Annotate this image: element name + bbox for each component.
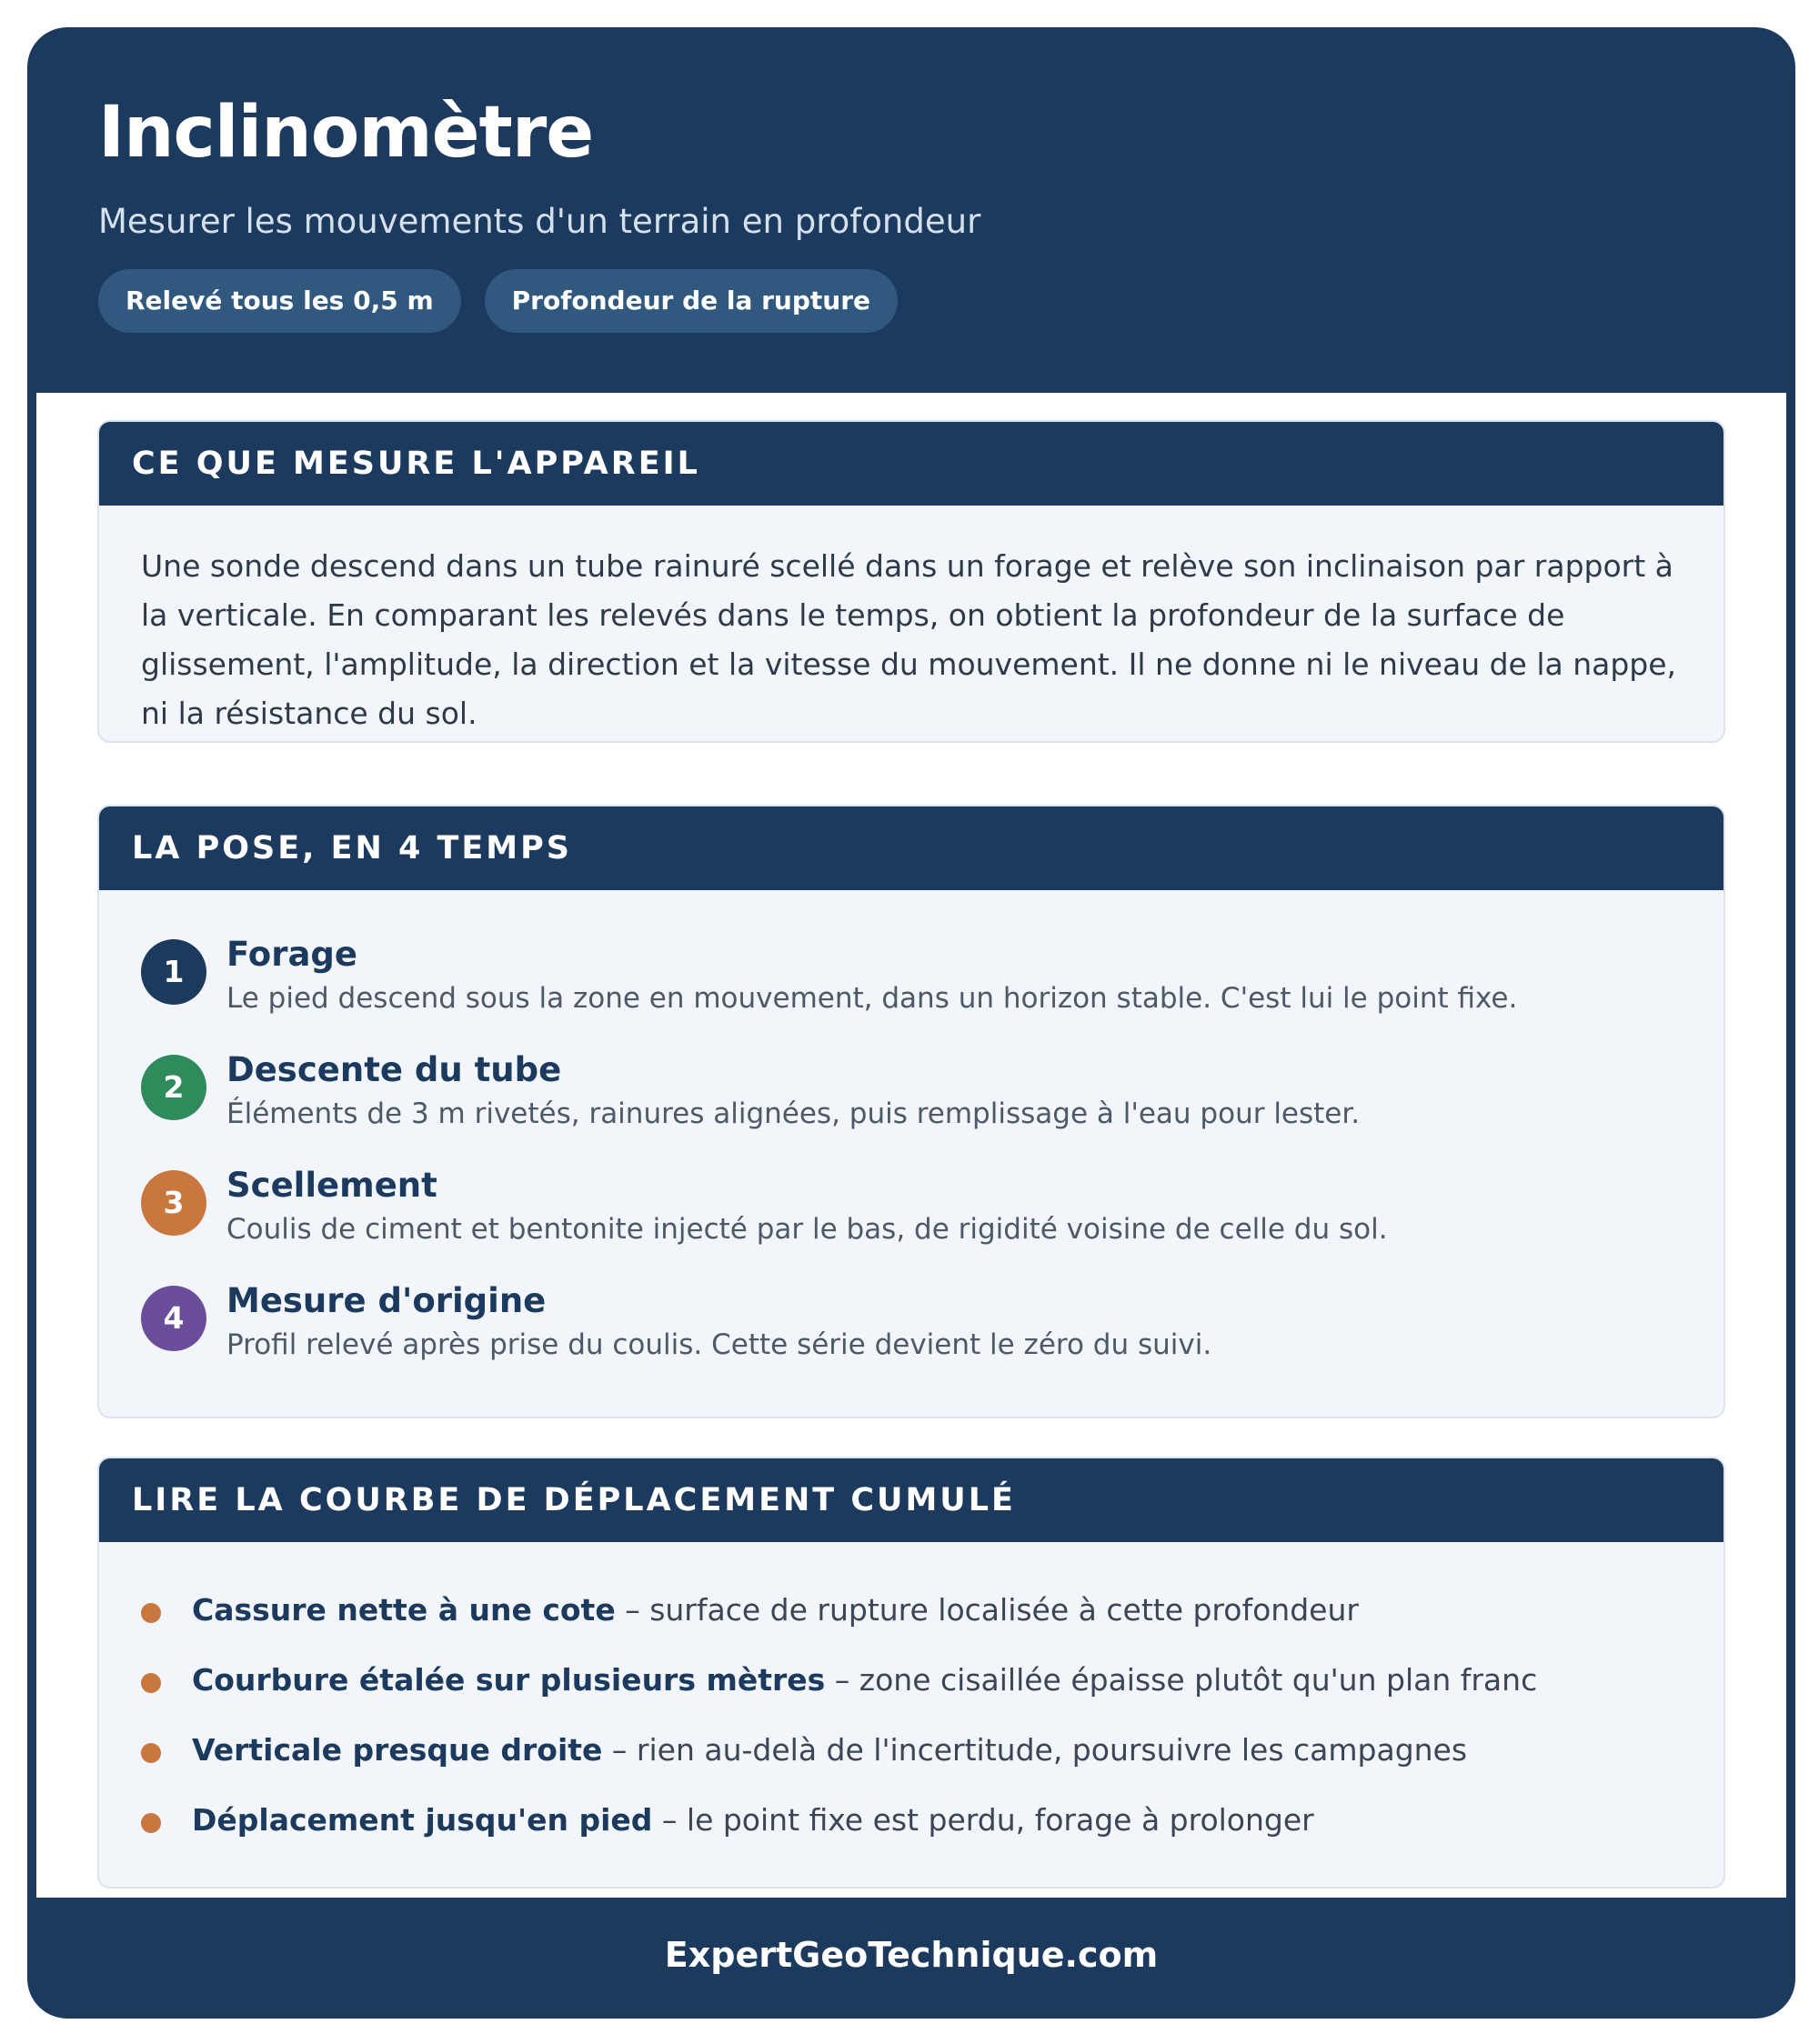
tag-measure-interval: Relevé tous les 0,5 m — [98, 269, 461, 333]
page-title: Inclinomètre — [98, 92, 594, 174]
list-item — [141, 1588, 1682, 1658]
section-steps-body — [99, 890, 1724, 1418]
section-curve-heading: LIRE LA COURBE DE DÉPLACEMENT CUMULÉ — [99, 1458, 1724, 1542]
main-content — [36, 393, 1786, 1898]
step-number-badge: 1 — [141, 939, 206, 1005]
section-measure-heading: CE QUE MESURE L'APPAREIL — [99, 422, 1724, 506]
step-title: Descente du tube — [226, 1050, 562, 1089]
step-list — [141, 927, 1682, 1396]
list-item — [141, 1658, 1682, 1728]
bullet-text: – le point fixe est perdu, forage à prolonger — [652, 1802, 1314, 1838]
bullet-dot-icon — [141, 1743, 161, 1763]
bullet-text: – surface de rupture localisée à cette profondeur — [615, 1592, 1359, 1628]
bullet-dot-icon — [141, 1603, 161, 1623]
section-curve-body — [99, 1542, 1724, 1889]
tag-list — [98, 269, 1724, 333]
step-item — [141, 934, 1682, 1049]
bullet-text: – rien au-delà de l'incertitude, poursuivre les campagnes — [602, 1732, 1468, 1768]
curve-reading-list — [141, 1578, 1682, 1868]
section-steps-heading: LA POSE, EN 4 TEMPS — [99, 807, 1724, 890]
bullet-key: Cassure nette à une cote — [192, 1592, 616, 1628]
measure-description: Une sonde descend dans un tube rainuré scellé dans un forage et relève son inclinaison par rapport à la verticale. En comparant les relevés dans le temps, on obtient la profondeur de la surface de glissement, l'amplitude, la direction et la vitesse du mouvement. Il ne donne ni le niveau de la nappe, ni la résistance du sol. — [141, 548, 1677, 731]
bullet-key: Verticale presque droite — [192, 1732, 603, 1768]
bullet-key: Déplacement jusqu'en pied — [192, 1802, 653, 1838]
bullet-dot-icon — [141, 1673, 161, 1693]
infographic-card — [27, 27, 1795, 2019]
section-steps — [97, 805, 1725, 1418]
step-item — [141, 1165, 1682, 1280]
step-title: Mesure d'origine — [226, 1281, 547, 1320]
footer — [27, 1898, 1795, 2019]
page-subtitle: Mesurer les mouvements d'un terrain en profondeur — [98, 201, 981, 241]
bullet-key: Courbure étalée sur plusieurs mètres — [192, 1662, 826, 1698]
bullet-text: – zone cisaillée épaisse plutôt qu'un plan franc — [825, 1662, 1538, 1698]
section-measure — [97, 420, 1725, 743]
step-description: Éléments de 3 m rivetés, rainures alignées, puis remplissage à l'eau pour lester. — [226, 1097, 1361, 1130]
section-curve — [97, 1457, 1725, 1889]
header — [27, 27, 1795, 391]
step-title: Scellement — [226, 1166, 437, 1205]
step-item — [141, 1280, 1682, 1396]
step-title: Forage — [226, 935, 357, 974]
bullet-dot-icon — [141, 1813, 161, 1833]
footer-site-link[interactable]: ExpertGeoTechnique.com — [664, 1935, 1159, 1975]
step-description: Coulis de ciment et bentonite injecté par le bas, de rigidité voisine de celle du sol. — [226, 1213, 1388, 1246]
step-description: Profil relevé après prise du coulis. Cette série devient le zéro du suivi. — [226, 1328, 1212, 1361]
list-item — [141, 1798, 1682, 1868]
step-number-badge: 4 — [141, 1286, 206, 1351]
step-number-badge: 2 — [141, 1055, 206, 1120]
section-measure-body — [99, 506, 1724, 743]
step-description: Le pied descend sous la zone en mouvement, dans un horizon stable. C'est lui le point fixe. — [226, 982, 1518, 1015]
tag-rupture-depth: Profondeur de la rupture — [485, 269, 898, 333]
step-number-badge: 3 — [141, 1170, 206, 1236]
step-item — [141, 1049, 1682, 1165]
list-item — [141, 1728, 1682, 1798]
